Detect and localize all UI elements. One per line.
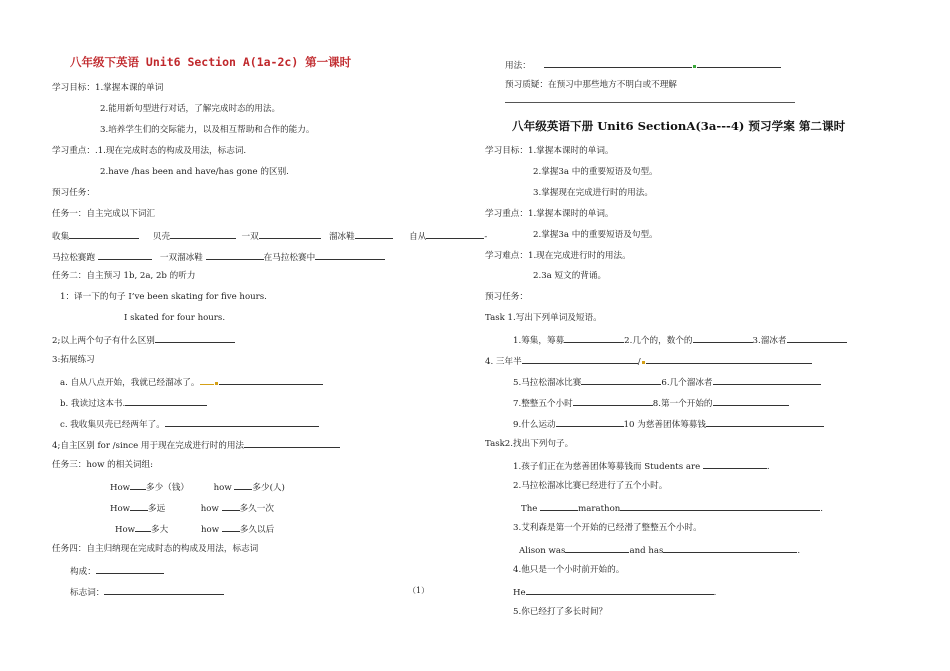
key-line-1 bbox=[52, 145, 246, 157]
sentence-blank[interactable] bbox=[620, 501, 820, 511]
usage-line bbox=[505, 58, 781, 72]
word-8: 8.第一个开始的 bbox=[652, 399, 713, 409]
key-label: 学习重点： bbox=[52, 146, 95, 156]
task1-r: Task 1.写出下列单词及短语。 bbox=[485, 313, 602, 323]
vocab-since: 自从 bbox=[409, 232, 427, 242]
usage-label: 用法： bbox=[505, 61, 531, 71]
how-meaning: 多少（钱） bbox=[146, 483, 190, 493]
s3-ans-mid: and has bbox=[629, 546, 664, 556]
task2-label: 任务二：自主预习 1b, 2a, 2b 的听力 bbox=[52, 271, 196, 281]
marker-dot-icon bbox=[642, 361, 645, 364]
usage-blank[interactable] bbox=[697, 58, 781, 68]
goal-3: 3.培养学生们的交际能力，以及相互帮助和合作的能力。 bbox=[100, 125, 315, 135]
sentence-blank[interactable] bbox=[540, 501, 578, 511]
word-2: 2.几个的，数个的 bbox=[624, 336, 693, 346]
hard-r1: 1.现在完成进行时的用法。 bbox=[527, 251, 631, 261]
sentence-2: 2.马拉松溜冰比赛已经进行了五个小时。 bbox=[513, 481, 668, 491]
word-blank[interactable] bbox=[556, 417, 624, 427]
translate-sentence-2: I skated for four hours. bbox=[124, 313, 226, 323]
vocab-marathon: 马拉松赛跑 bbox=[52, 253, 95, 263]
vocab-collect: 收集 bbox=[52, 232, 70, 242]
signal-blank[interactable] bbox=[104, 585, 224, 595]
doubt-label: 预习质疑：在预习中那些地方不明白或不理解 bbox=[505, 80, 677, 90]
s4-ans-start: He bbox=[513, 588, 526, 598]
vocab-row-1 bbox=[52, 229, 487, 243]
key-line-r1 bbox=[485, 208, 614, 220]
task2-r: Task2.找出下列句子。 bbox=[485, 439, 574, 449]
vocab-blank[interactable] bbox=[98, 250, 152, 260]
practice-c-text: c. 我收集贝壳已经两年了。 bbox=[60, 420, 165, 430]
hard-r2: 2.3a 短文的背诵。 bbox=[533, 271, 607, 281]
task3-label: 任务三：how 的相关词组: bbox=[52, 460, 154, 470]
practice-blank[interactable] bbox=[165, 417, 319, 427]
how-word: how bbox=[200, 504, 219, 514]
vocab-row-2 bbox=[52, 250, 385, 264]
word-blank[interactable] bbox=[581, 375, 661, 385]
sentence-blank[interactable] bbox=[703, 459, 767, 469]
sentence-3: 3.艾利森是第一个开始的已经滑了整整五个小时。 bbox=[513, 523, 702, 533]
how-word: how bbox=[213, 483, 232, 493]
words-row-2: 4. 三年半 / bbox=[485, 354, 812, 368]
key-2: 2.have /has been and have/has gone 的区别. bbox=[100, 167, 289, 177]
how-meaning: 多远 bbox=[148, 504, 166, 514]
task1-label: 任务一：自主完成以下词汇 bbox=[52, 209, 156, 219]
practice-label: 3:拓展练习 bbox=[52, 355, 95, 365]
s3-ans-start: Alison was bbox=[519, 546, 566, 556]
goal-line-1 bbox=[52, 82, 163, 94]
sentence-blank[interactable] bbox=[663, 543, 797, 553]
preview-task-r: 预习任务： bbox=[485, 292, 528, 302]
usage-blank[interactable] bbox=[544, 58, 692, 68]
practice-blank[interactable] bbox=[125, 396, 207, 406]
word-blank[interactable] bbox=[646, 354, 812, 364]
divider bbox=[505, 102, 795, 103]
word-blank[interactable] bbox=[713, 375, 821, 385]
distinguish-line bbox=[52, 438, 340, 452]
vocab-blank[interactable] bbox=[170, 229, 236, 239]
hard-label: 学习难点： bbox=[485, 251, 528, 261]
how-blank[interactable] bbox=[234, 480, 252, 490]
vocab-row1-end: - bbox=[484, 232, 488, 242]
how-row-2 bbox=[110, 501, 274, 515]
word-blank[interactable] bbox=[564, 333, 624, 343]
word-10: 10 为慈善团体筹募钱 bbox=[623, 420, 706, 430]
word-blank[interactable] bbox=[573, 396, 653, 406]
word-blank[interactable] bbox=[787, 333, 847, 343]
word-blank[interactable] bbox=[713, 396, 789, 406]
how-word: How bbox=[115, 525, 136, 535]
task4-label: 任务四：自主归纳现在完成时态的构成及用法，标志词 bbox=[52, 544, 259, 554]
marker-dot-icon bbox=[215, 382, 218, 385]
structure-line bbox=[70, 564, 164, 578]
goal-label: 学习目标： bbox=[52, 83, 95, 93]
word-7: 7.整整五个小时 bbox=[513, 399, 573, 409]
preview-task-label: 预习任务： bbox=[52, 188, 95, 198]
how-word: How bbox=[110, 483, 131, 493]
vocab-in-marathon: 在马拉松赛中 bbox=[263, 253, 316, 263]
goal-r3: 3.掌握现在完成进行时的用法。 bbox=[533, 188, 653, 198]
sentence-blank[interactable] bbox=[526, 585, 714, 595]
how-word: How bbox=[110, 504, 131, 514]
vocab-pair-skates: 一双溜冰鞋 bbox=[159, 253, 203, 263]
sentence-3-answer: Alison was and has . bbox=[519, 543, 800, 557]
goal-line-r1 bbox=[485, 145, 614, 157]
word-1: 1.筹集，筹募 bbox=[513, 336, 565, 346]
distinguish-prompt: 4;自主区别 for /since 用于现在完成进行时的用法 bbox=[52, 441, 245, 451]
signal-label: 标志词： bbox=[70, 588, 105, 598]
goal-label-r: 学习目标： bbox=[485, 146, 528, 156]
structure-label: 构成： bbox=[70, 567, 96, 577]
goal-1: 1.掌握本课的单词 bbox=[94, 83, 164, 93]
vocab-blank[interactable] bbox=[259, 229, 321, 239]
sentence-blank[interactable] bbox=[565, 543, 629, 553]
compare-prompt: 2;以上两个句子有什么区别 bbox=[52, 336, 155, 346]
how-blank[interactable] bbox=[130, 480, 146, 490]
sentence-4-answer: He . bbox=[513, 585, 716, 599]
how-row-1 bbox=[110, 480, 285, 494]
word-5: 5.马拉松溜冰比赛 bbox=[513, 378, 582, 388]
sentence-1-text: 1.孩子们正在为慈善团体筹募钱而 Students are bbox=[513, 462, 701, 472]
word-blank[interactable] bbox=[706, 417, 824, 427]
words-row-5 bbox=[513, 417, 824, 431]
word-3: 3.溜冰者 bbox=[752, 336, 787, 346]
how-meaning: 多久以后 bbox=[239, 525, 275, 535]
words-row-4 bbox=[513, 396, 789, 410]
vocab-blank[interactable] bbox=[206, 250, 264, 260]
practice-blank[interactable] bbox=[219, 375, 323, 385]
practice-b-text: b. 我读过这本书. bbox=[60, 399, 126, 409]
page-number: （1） bbox=[408, 586, 430, 595]
word-6: 6.几个溜冰者 bbox=[661, 378, 713, 388]
compare-line bbox=[52, 333, 235, 347]
how-meaning: 多大 bbox=[151, 525, 169, 535]
lesson1-title: 八年级下英语 Unit6 Section A(1a-2c) 第一课时 bbox=[70, 55, 352, 69]
marker-dot-icon bbox=[693, 65, 696, 68]
distinguish-blank[interactable] bbox=[244, 438, 340, 448]
vocab-shell: 贝壳 bbox=[152, 232, 171, 242]
signal-line bbox=[70, 585, 224, 599]
sentence-2-answer: The marathon . bbox=[521, 501, 823, 515]
lesson2-title: 八年级英语下册 Unit6 SectionA(3a---4) 预习学案 第二课时 bbox=[512, 119, 846, 133]
sentence-5: 5.你已经打了多长时间？ bbox=[513, 607, 608, 617]
how-blank[interactable] bbox=[222, 501, 240, 511]
hard-line-r1 bbox=[485, 250, 631, 262]
vocab-blank[interactable] bbox=[355, 229, 393, 239]
vocab-blank[interactable] bbox=[315, 250, 385, 260]
key-1: .1.现在完成时态的构成及用法，标志词. bbox=[94, 146, 247, 156]
word-blank[interactable] bbox=[693, 333, 753, 343]
translate-prompt: 1：译一下的句子 I’ve been skating for five hours. bbox=[60, 292, 267, 302]
vocab-blank[interactable] bbox=[426, 229, 484, 239]
practice-blank[interactable] bbox=[200, 375, 214, 385]
key-r1: 1.掌握本课时的单词。 bbox=[527, 209, 614, 219]
goal-r1: 1.掌握本课时的单词。 bbox=[527, 146, 614, 156]
key-r2: 2.掌握3a 中的重要短语及句型。 bbox=[533, 230, 658, 240]
how-meaning: 多久一次 bbox=[239, 504, 274, 514]
vocab-pair: 一双 bbox=[241, 232, 259, 242]
how-word: how bbox=[201, 525, 220, 535]
s2-ans-mid: marathon bbox=[578, 504, 621, 514]
how-blank[interactable] bbox=[135, 522, 151, 532]
practice-item-a bbox=[60, 375, 323, 389]
practice-item-c bbox=[60, 417, 319, 431]
practice-item-b bbox=[60, 396, 207, 410]
goal-r2: 2.掌握3a 中的重要短语及句型。 bbox=[533, 167, 658, 177]
word-4: 4. 三年半 bbox=[485, 357, 522, 367]
sentence-4: 4.他只是一个小时前开始的。 bbox=[513, 565, 625, 575]
s2-ans-start: The bbox=[521, 504, 538, 514]
words-row-1 bbox=[513, 333, 847, 347]
vocab-blank[interactable] bbox=[69, 229, 139, 239]
vocab-skates: 溜冰鞋 bbox=[328, 232, 355, 242]
practice-a-text: a. 自从八点开始，我就已经溜冰了。 bbox=[60, 378, 200, 388]
goal-2: 2.能用新句型进行对话，了解完成时态的用法。 bbox=[100, 104, 281, 114]
how-meaning: 多少(人) bbox=[252, 483, 285, 493]
how-row-3 bbox=[115, 522, 274, 536]
word-blank[interactable] bbox=[522, 354, 638, 364]
sentence-1: 1.孩子们正在为慈善团体筹募钱而 Students are . bbox=[513, 459, 770, 473]
word-9: 9.什么运动 bbox=[513, 420, 556, 430]
how-blank[interactable] bbox=[222, 522, 240, 532]
key-label-r: 学习重点： bbox=[485, 209, 528, 219]
how-blank[interactable] bbox=[130, 501, 148, 511]
compare-blank[interactable] bbox=[155, 333, 235, 343]
structure-blank[interactable] bbox=[96, 564, 164, 574]
words-row-3 bbox=[513, 375, 821, 389]
